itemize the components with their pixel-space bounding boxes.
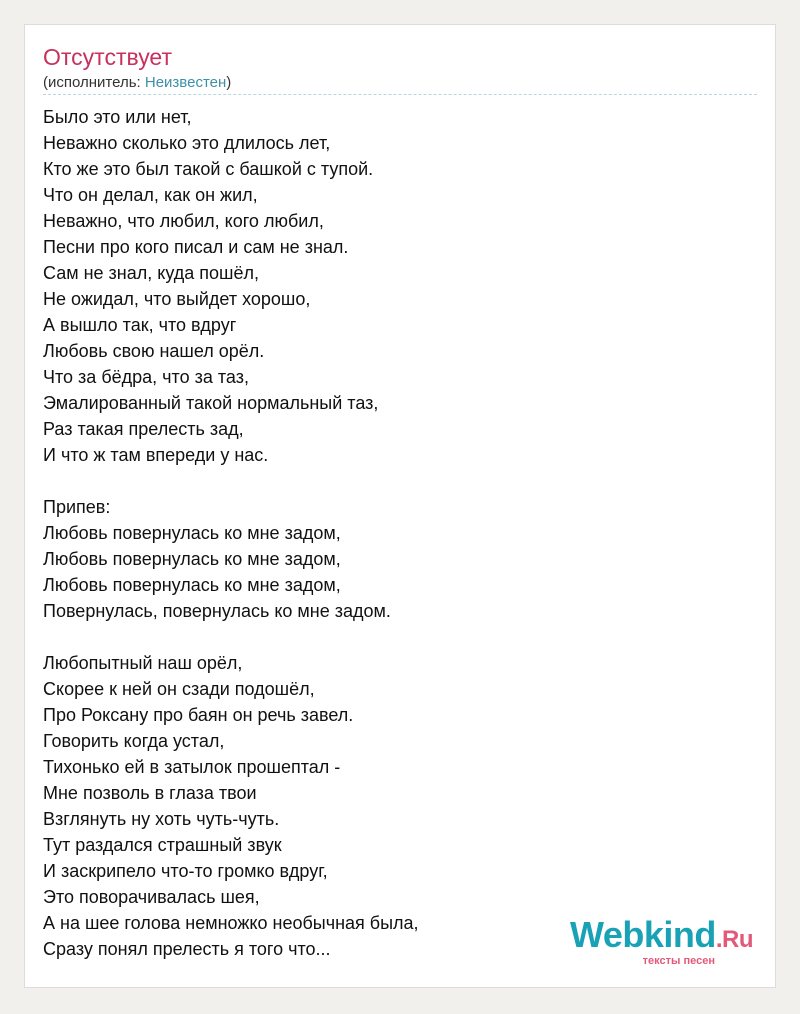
- meta-suffix: ): [226, 74, 232, 91]
- lyrics-line: Тихонько ей в затылок прошептал -: [43, 757, 341, 777]
- lyrics-stanza: [43, 494, 419, 624]
- lyrics-text: [43, 104, 419, 962]
- lyrics-line: Эмалированный такой нормальный таз,: [43, 393, 379, 413]
- lyrics-line: Мне позволь в глаза твои: [43, 783, 257, 803]
- lyrics-line: Припев:: [43, 497, 111, 517]
- lyrics-line: Было это или нет,: [43, 107, 192, 127]
- logo-tld: .Ru: [715, 926, 753, 953]
- lyrics-line: Тут раздался страшный звук: [43, 835, 282, 855]
- lyrics-line: Любовь свою нашел орёл.: [43, 341, 265, 361]
- lyrics-line: Это поворачивалась шея,: [43, 887, 260, 907]
- lyrics-line: Взглянуть ну хоть чуть-чуть.: [43, 809, 280, 829]
- song-title: Отсутствует: [43, 44, 172, 70]
- lyrics-line: Неважно сколько это длилось лет,: [43, 133, 331, 153]
- lyrics-line: Неважно, что любил, кого любил,: [43, 211, 324, 231]
- lyrics-line: И что ж там впереди у нас.: [43, 445, 269, 465]
- lyrics-line: Любовь повернулась ко мне задом,: [43, 575, 341, 595]
- lyrics-line: Любопытный наш орёл,: [43, 653, 243, 673]
- lyrics-line: Любовь повернулась ко мне задом,: [43, 549, 341, 569]
- title-divider: [43, 94, 757, 95]
- lyrics-line: Не ожидал, что выйдет хорошо,: [43, 289, 311, 309]
- artist-link[interactable]: Неизвестен: [144, 74, 227, 91]
- logo-tagline: тексты песен: [642, 955, 715, 967]
- lyrics-line: И заскрипело что-то громко вдруг,: [43, 861, 328, 881]
- lyrics-line: Раз такая прелесть зад,: [43, 419, 244, 439]
- lyrics-line: Любовь повернулась ко мне задом,: [43, 523, 341, 543]
- lyrics-line: А на шее голова немножко необычная была,: [43, 913, 419, 933]
- lyrics-line: А вышло так, что вдруг: [43, 315, 237, 335]
- lyrics-line: Говорить когда устал,: [43, 731, 225, 751]
- lyrics-stanza: [43, 104, 419, 468]
- lyrics-line: Скорее к ней он сзади подошёл,: [43, 679, 315, 699]
- lyrics-line: Повернулась, повернулась ко мне задом.: [43, 601, 391, 621]
- site-logo[interactable]: [570, 916, 753, 967]
- meta-prefix: (исполнитель:: [43, 74, 145, 91]
- lyrics-line: Про Роксану про баян он речь завел.: [43, 705, 354, 725]
- lyrics-line: Сам не знал, куда пошёл,: [43, 263, 259, 283]
- lyrics-line: Сразу понял прелесть я того что...: [43, 939, 331, 959]
- lyrics-line: Что он делал, как он жил,: [43, 185, 258, 205]
- lyrics-line: Что за бёдра, что за таз,: [43, 367, 249, 387]
- logo-word: Webkind: [569, 914, 716, 955]
- lyrics-stanza: [43, 650, 419, 962]
- lyrics-line: Кто же это был такой с башкой с тупой.: [43, 159, 374, 179]
- lyrics-line: Песни про кого писал и сам не знал.: [43, 237, 349, 257]
- song-meta: [43, 73, 231, 93]
- lyrics-card: [24, 24, 776, 988]
